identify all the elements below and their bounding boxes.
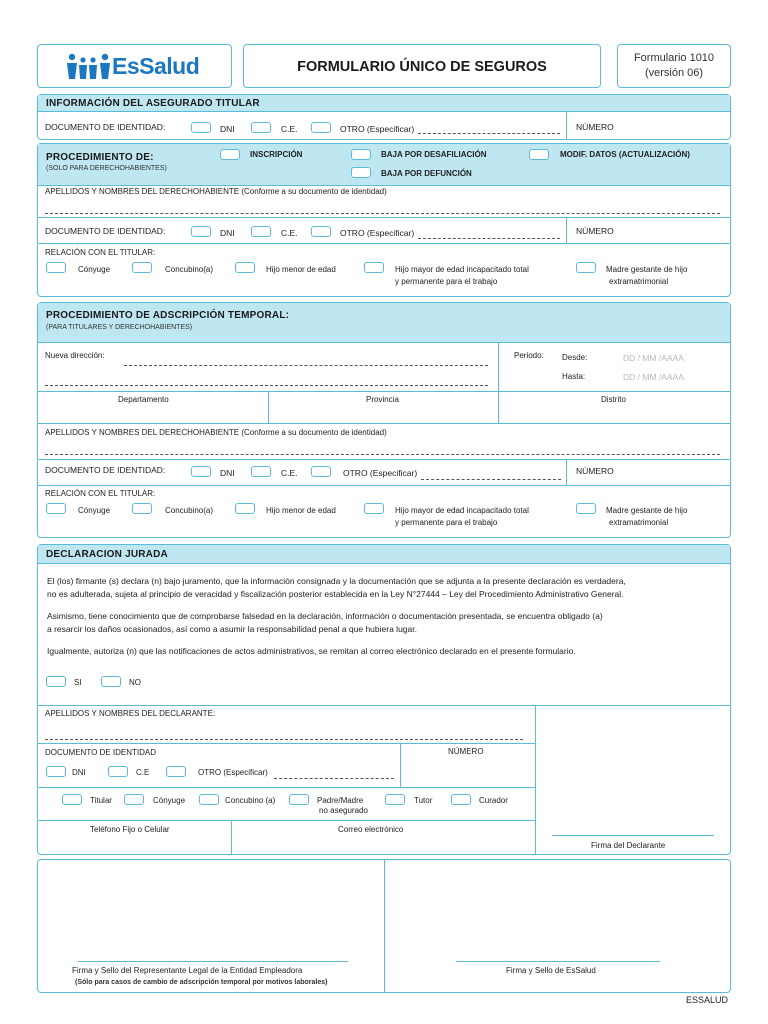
form-number: Formulario 1010 [633,52,715,64]
distrito-label: Distrito [601,395,626,404]
concubino-checkbox[interactable] [132,262,152,273]
conyuge-label: Cónyuge [78,265,111,274]
hijo-menor-label: Hijo menor de edad [266,265,336,274]
derechohabiente-names-line[interactable] [45,213,720,214]
procedimiento-heading: PROCEDIMIENTO DE: [46,152,154,163]
otro-checkbox[interactable] [311,122,331,133]
si-checkbox[interactable] [46,676,66,687]
otro-specify-line[interactable] [421,479,561,480]
madre-gestante-checkbox[interactable] [576,262,596,273]
adscripcion-section [37,302,731,538]
otro-label: OTRO (Especificar) [198,768,268,777]
adscripcion-heading: PROCEDIMIENTO DE ADSCRIPCIÓN TEMPORAL: [46,310,290,321]
doc-label: DOCUMENTO DE IDENTIDAD: [45,465,166,475]
baja-desafiliacion-label: BAJA POR DESAFILIACIÓN [381,150,487,159]
doc-label: DOCUMENTO DE IDENTIDAD: [45,226,166,236]
hijo-menor-checkbox[interactable] [235,262,255,273]
otro-label: OTRO (Especificar) [340,228,415,238]
periodo-label: Periodo: [514,351,544,360]
dni-checkbox[interactable] [191,226,211,237]
provincia-label: Provincia [366,395,399,404]
title-box [243,44,601,88]
hijo-mayor-label-2: y permanente para el trabajo [395,518,498,527]
ce-label: C.E. [281,468,298,478]
hijo-mayor-checkbox[interactable] [364,503,384,514]
declaracion-heading: DECLARACION JURADA [46,549,168,560]
relacion-label: RELACIÓN CON EL TITULAR: [45,248,156,257]
desde-date-input[interactable]: DD / MM /AAAA [623,353,684,363]
dni-label: DNI [72,768,86,777]
modif-datos-checkbox[interactable] [529,149,549,160]
baja-desafiliacion-checkbox[interactable] [351,149,371,160]
hijo-menor-checkbox[interactable] [235,503,255,514]
hasta-date-input[interactable]: DD / MM /AAAA [623,372,684,382]
direccion-label: Nueva dirección: [45,351,105,360]
concubino-checkbox[interactable] [132,503,152,514]
numero-label: NÚMERO [576,466,614,476]
footer-label: ESSALUD [686,995,729,1005]
declarante-names-label: APELLIDOS Y NOMBRES DEL DECLARANTE: [45,709,216,718]
padre-madre-label-2: no asegurado [319,806,368,815]
modif-datos-label: MODIF. DATOS (ACTUALIZACIÓN) [560,150,690,159]
telefono-label: Teléfono Fijo o Celular [90,825,170,834]
firmas-section [37,859,731,993]
hasta-label: Hasta: [562,372,586,381]
madre-gestante-label-2: extramatrimonial [609,277,669,286]
dni-label: DNI [220,124,235,134]
no-checkbox[interactable] [101,676,121,687]
baja-defuncion-checkbox[interactable] [351,167,371,178]
otro-specify-line[interactable] [418,238,560,239]
procedimiento-subheading: (SOLO PARA DERECHOHABIENTES) [46,165,167,172]
ce-checkbox[interactable] [251,122,271,133]
declaracion-p1-line1: El (los) firmante (s) declara (n) bajo juramento, que la información consignada y la documentación que se adjunta a la presente declaración es verdadera, [47,576,626,586]
form-number-box [617,44,731,88]
family-logo-icon [66,52,112,80]
titular-label: Titular [90,796,112,805]
ce-label: C.E. [281,228,298,238]
procedimiento-section [37,143,731,297]
desde-label: Desde: [562,353,588,362]
rep-legal-note: (Sólo para casos de cambio de adscripción temporal por motivos laborales) [75,979,328,986]
rep-legal-label: Firma y Sello del Representante Legal de la Entidad Empleadora [72,966,303,975]
form-version: (versión 06) [644,67,704,79]
doc-label: DOCUMENTO DE IDENTIDAD [45,748,156,757]
baja-defuncion-label: BAJA POR DEFUNCIÓN [381,169,472,178]
inscripcion-checkbox[interactable] [220,149,240,160]
adscripcion-subheading: (PARA TITULARES Y DERECHOHABIENTES) [46,324,193,331]
logo-text: EsSalud [112,53,200,79]
conyuge-label: Cónyuge [78,506,111,515]
otro-specify-line[interactable] [274,778,394,779]
conyuge-checkbox[interactable] [46,503,66,514]
hijo-mayor-label-2: y permanente para el trabajo [395,277,498,286]
otro-specify-line[interactable] [418,133,560,134]
conyuge-label: Cónyuge [153,796,186,805]
declaracion-p2-line1: Asimismo, tiene conocimiento que de comprobarse falsedad en la declaración, información o documentación presentada, se encuentra obligado (a) [47,611,603,621]
direccion-line-1[interactable] [124,365,488,366]
padre-madre-checkbox[interactable] [289,794,309,805]
madre-gestante-label-2: extramatrimonial [609,518,669,527]
firma-declarante-label: Firma del Declarante [591,841,666,850]
si-label: SI [74,678,82,687]
relacion-label: RELACIÓN CON EL TITULAR: [45,489,156,498]
dni-checkbox[interactable] [191,122,211,133]
direccion-line-2[interactable] [45,385,488,386]
hijo-menor-label: Hijo menor de edad [266,506,336,515]
conyuge-checkbox[interactable] [124,794,144,805]
numero-label: NÚMERO [448,747,484,756]
otro-checkbox[interactable] [311,466,331,477]
no-label: NO [129,678,141,687]
ce-checkbox[interactable] [108,766,128,777]
dni-checkbox[interactable] [191,466,211,477]
padre-madre-label-1: Padre/Madre [317,796,364,805]
declarante-names-line[interactable] [45,739,523,740]
madre-gestante-label-1: Madre gestante de hijo [606,265,688,274]
ce-checkbox[interactable] [251,226,271,237]
conyuge-checkbox[interactable] [46,262,66,273]
essalud-firma-label: Firma y Sello de EsSalud [506,966,596,975]
madre-gestante-label-1: Madre gestante de hijo [606,506,688,515]
page-title: FORMULARIO ÚNICO DE SEGUROS [297,59,547,75]
ce-checkbox[interactable] [251,466,271,477]
titular-heading: INFORMACIÓN DEL ASEGURADO TITULAR [46,98,260,109]
dni-checkbox[interactable] [46,766,66,777]
derechohabiente-names-line[interactable] [45,454,720,455]
concubino-label: Concubino(a) [165,265,214,274]
curador-checkbox[interactable] [451,794,471,805]
curador-label: Curador [479,796,508,805]
doc-label: DOCUMENTO DE IDENTIDAD: [45,122,166,132]
logo-box [37,44,232,88]
numero-label: NÚMERO [576,122,614,132]
derechohabiente-names-label: APELLIDOS Y NOMBRES DEL DERECHOHABIENTE (Conforme a su documento de identidad) [45,428,387,437]
tutor-label: Tutor [414,796,433,805]
dni-label: DNI [220,468,235,478]
otro-label: OTRO (Especificar) [343,468,418,478]
declaracion-p3: Igualmente, autoriza (n) que las notificaciones de actos administrativos, se remitan al correo electrónico declarado en el presente formulario. [47,646,576,656]
hijo-mayor-label-1: Hijo mayor de edad incapacitado total [395,506,529,515]
hijo-mayor-label-1: Hijo mayor de edad incapacitado total [395,265,529,274]
declaracion-section [37,544,731,855]
otro-label: OTRO (Especificar) [340,124,415,134]
derechohabiente-names-label: APELLIDOS Y NOMBRES DEL DERECHOHABIENTE (Conforme a su documento de identidad) [45,187,387,196]
titular-section [37,94,731,140]
correo-label: Correo electrónico [338,825,404,834]
dni-label: DNI [220,228,235,238]
declaracion-p1-line2: no es adulterada, sujeta al principio de veracidad y fiscalización posterior establecida en la Ley N°27444 – Ley del Procedimiento Administrativo General. [47,589,624,599]
ce-label: C.E. [281,124,298,134]
tutor-checkbox[interactable] [385,794,405,805]
numero-label: NÚMERO [576,226,614,236]
concubino-label: Concubino (a) [225,796,276,805]
titular-checkbox[interactable] [62,794,82,805]
departamento-label: Departamento [118,395,169,404]
hijo-mayor-checkbox[interactable] [364,262,384,273]
inscripcion-label: INSCRIPCIÓN [250,150,303,159]
concubino-label: Concubino(a) [165,506,214,515]
declaracion-p2-line2: a resarcir los daños ocasionados, así como a asumir la responsabilidad penal a que hubiera lugar. [47,624,417,634]
ce-label: C.E [136,768,150,777]
otro-checkbox[interactable] [166,766,186,777]
madre-gestante-checkbox[interactable] [576,503,596,514]
concubino-checkbox[interactable] [199,794,219,805]
otro-checkbox[interactable] [311,226,331,237]
